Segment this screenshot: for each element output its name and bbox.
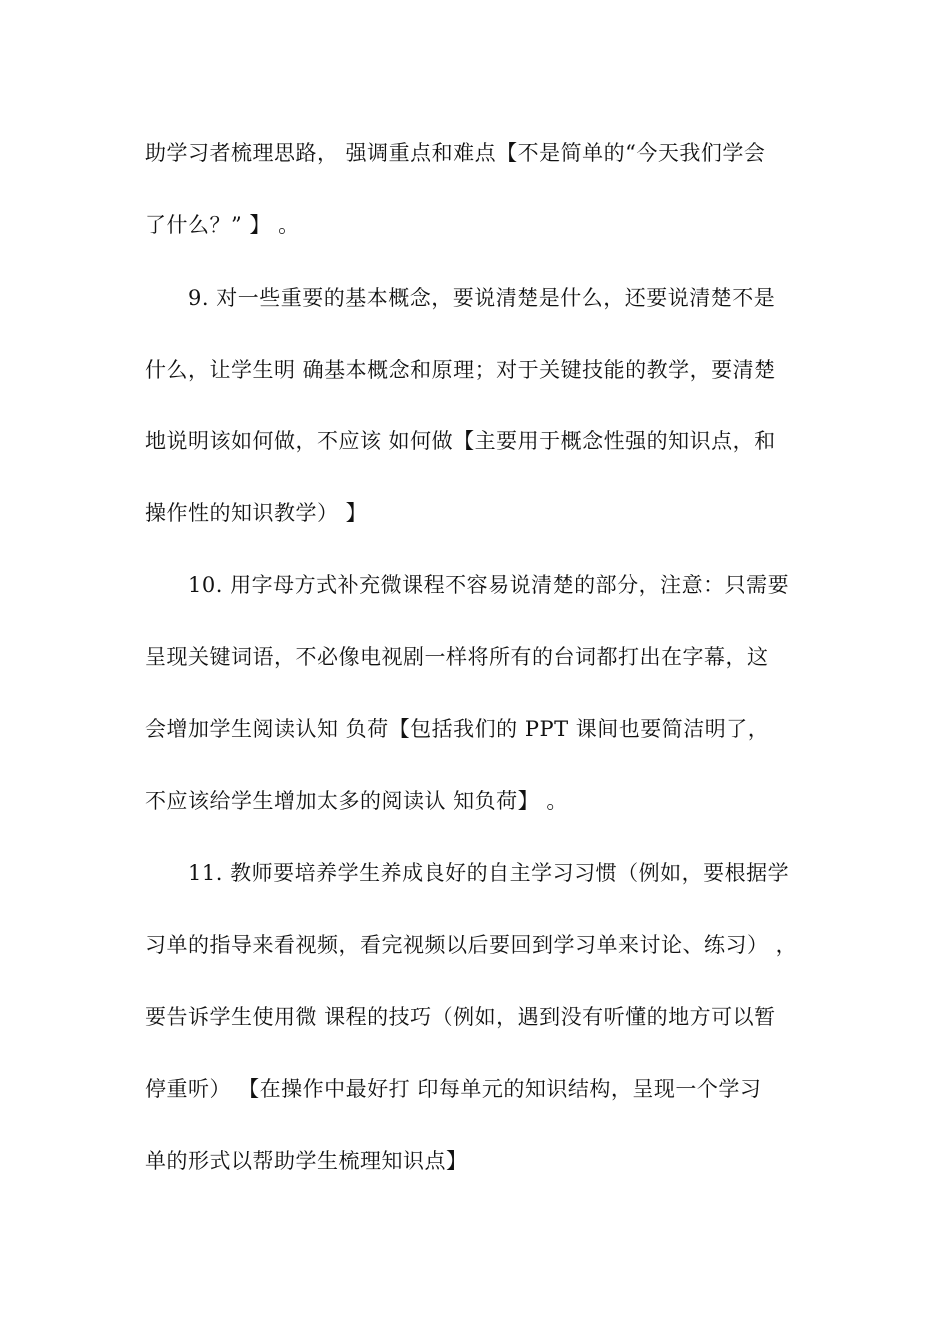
paragraph-line: 9. 对一些重要的基本概念，要说清楚是什么，还要说清楚不是 — [188, 286, 776, 310]
paragraph-line: 停重听） 【在操作中最好打 印每单元的知识结构，呈现一个学习 — [145, 1077, 762, 1101]
paragraph-line: 了什么？” 】 。 — [145, 213, 300, 237]
paragraph-line: 什么，让学生明 确基本概念和原理；对于关键技能的教学，要清楚 — [145, 358, 776, 382]
paragraph-line: 呈现关键词语，不必像电视剧一样将所有的台词都打出在字幕，这 — [145, 645, 769, 669]
paragraph-line: 会增加学生阅读认知 负荷【包括我们的 PPT 课间也要简洁明了， — [145, 717, 770, 741]
paragraph-line: 11. 教师要培养学生养成良好的自主学习习惯（例如，要根据学 — [188, 861, 790, 885]
paragraph-line: 操作性的知识教学） 】 — [145, 501, 368, 525]
paragraph-line: 10. 用字母方式补充微课程不容易说清楚的部分，注意：只需要 — [188, 573, 790, 597]
paragraph-line: 地说明该如何做，不应该 如何做【主要用于概念性强的知识点，和 — [145, 429, 776, 453]
paragraph-line: 不应该给学生增加太多的阅读认 知负荷】 。 — [145, 789, 568, 813]
paragraph-line: 助学习者梳理思路， 强调重点和难点【不是简单的“今天我们学会 — [145, 141, 766, 165]
paragraph-line: 要告诉学生使用微 课程的技巧（例如，遇到没有听懂的地方可以暂 — [145, 1005, 776, 1029]
paragraph-line: 习单的指导来看视频，看完视频以后要回到学习单来讨论、练习） ， — [145, 933, 798, 957]
paragraph-line: 单的形式以帮助学生梳理知识点】 — [145, 1149, 468, 1173]
